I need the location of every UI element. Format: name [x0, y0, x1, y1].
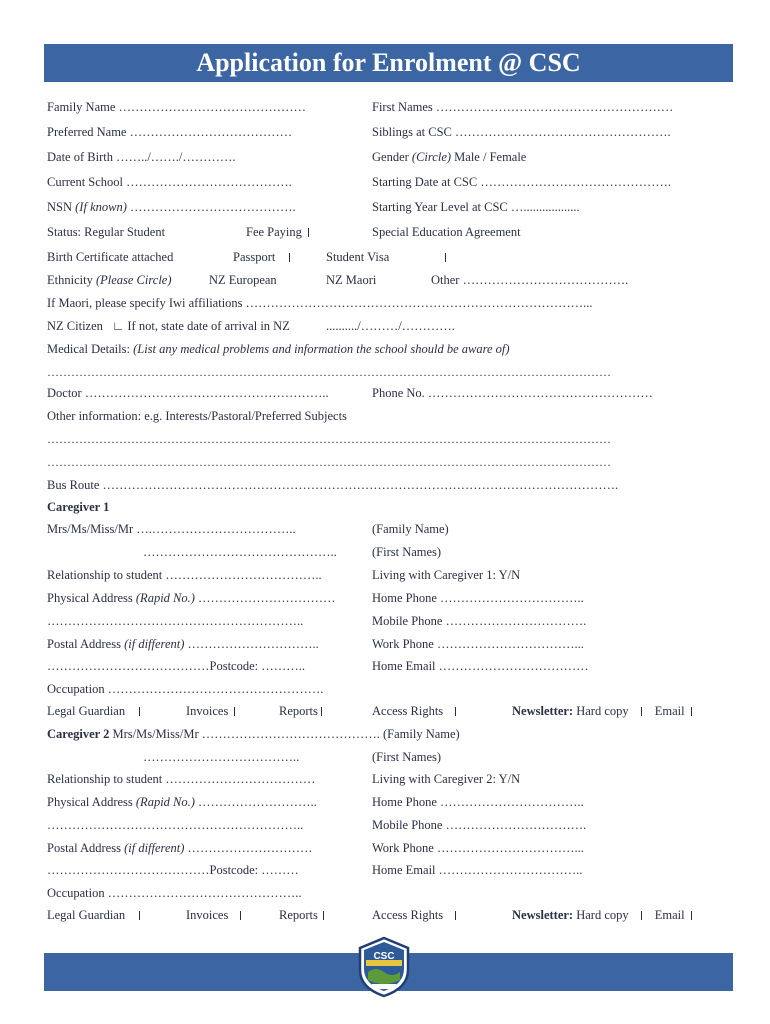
caregiver1-relationship-field[interactable]: Relationship to student ………………………………..	[47, 568, 322, 582]
caregiver1-occupation[interactable]: Occupation …………………………………………….	[47, 682, 324, 696]
family-name-field[interactable]: Family Name ………………………………………	[47, 100, 307, 114]
caregiver1-home-phone[interactable]: Home Phone ……………………………..	[372, 591, 584, 605]
caregiver1-title-field[interactable]: Mrs/Ms/Miss/Mr ….……………………………..	[47, 522, 296, 536]
caregiver2-occupation[interactable]: Occupation ………………………………………..	[47, 886, 302, 900]
nz-citizen-option[interactable]	[47, 318, 290, 334]
access-rights-checkbox[interactable]	[455, 707, 456, 716]
access-rights-label: Access Rights	[372, 704, 444, 718]
access-rights-label: Access Rights	[372, 908, 444, 922]
caregiver1-physical-address[interactable]	[47, 590, 336, 606]
physical-address-dots[interactable]: ……………………………	[198, 591, 336, 605]
caregiver2-relationship-field[interactable]: Relationship to student ………………………………	[47, 772, 316, 786]
ethnicity-text: Ethnicity	[47, 273, 93, 287]
gender-field[interactable]	[372, 149, 526, 165]
caregiver1-family-name-label: (Family Name)	[372, 522, 449, 536]
newsletter-hard-copy: Hard copy	[576, 908, 629, 922]
legal-guardian-label: Legal Guardian	[47, 704, 126, 718]
caregiver2-home-email[interactable]: Home Email ……………………………..	[372, 863, 583, 877]
postal-address-label: Postal Address	[47, 637, 121, 651]
current-school-field[interactable]: Current School ………………………………….	[47, 175, 292, 189]
physical-address-hint: (Rapid No.)	[135, 591, 195, 605]
other-information-label: Other information: e.g. Interests/Pastoral/Preferred Subjects	[47, 409, 347, 423]
physical-address-hint: (Rapid No.)	[135, 795, 195, 809]
physical-address-dots[interactable]: ………………………..	[198, 795, 317, 809]
bus-route-field[interactable]: Bus Route …………………………………………………………………………………………………………….	[47, 478, 619, 492]
caregiver2-living-with[interactable]: Living with Caregiver 2: Y/N	[372, 772, 521, 786]
caregiver2-heading: Caregiver 2	[47, 727, 110, 741]
status-regular-student: Status: Regular Student	[47, 225, 166, 239]
arrival-label: If not, state date of arrival in NZ	[127, 319, 290, 333]
caregiver1-postcode[interactable]: …………………………………Postcode: ………..	[47, 659, 305, 673]
fee-paying-label: Fee Paying	[246, 225, 302, 239]
caregiver1-address-line[interactable]: ……………………………………………………..	[47, 614, 304, 628]
invoices-label: Invoices	[186, 704, 229, 718]
caregiver1-mobile-phone[interactable]: Mobile Phone …………………………….	[372, 614, 587, 628]
medical-details-label	[47, 341, 510, 357]
caregiver1-heading: Caregiver 1	[47, 500, 110, 514]
nz-citizen-checkbox[interactable]: ∟	[112, 319, 125, 333]
nz-maori-option[interactable]: NZ Maori	[326, 273, 377, 287]
hard-copy-checkbox[interactable]	[641, 707, 642, 716]
nz-european-option[interactable]: NZ European	[209, 273, 277, 287]
doctor-field[interactable]: Doctor …………………………………………………..	[47, 386, 329, 400]
caregiver1-first-names-field[interactable]: ………………………………………..	[143, 545, 337, 559]
special-education-label: Special Education Agreement	[372, 225, 521, 239]
legal-guardian-checkbox[interactable]	[139, 911, 140, 920]
caregiver2-first-names-label: (First Names)	[372, 750, 442, 764]
caregiver1-postal-address[interactable]	[47, 636, 319, 652]
medical-hint: (List any medical problems and information the school should be aware of)	[133, 342, 510, 356]
passport-label: Passport	[233, 250, 276, 264]
iwi-field[interactable]: If Maori, please specify Iwi affiliations ………………………………………………………………………...	[47, 296, 593, 310]
caregiver1-access-rights[interactable]	[372, 703, 456, 719]
ethnicity-label	[47, 272, 172, 288]
reports-label: Reports	[279, 908, 318, 922]
caregiver1-invoices[interactable]	[186, 703, 235, 719]
newsletter-email: Email	[654, 908, 685, 922]
student-visa-label: Student Visa	[326, 250, 390, 264]
newsletter-label: Newsletter:	[512, 704, 574, 718]
reports-checkbox[interactable]	[323, 911, 324, 920]
arrival-date-field[interactable]: ........../………/………….	[326, 319, 455, 333]
page-title: Application for Enrolment @ CSC	[44, 44, 733, 82]
nsn-label: NSN	[47, 200, 73, 214]
access-rights-checkbox[interactable]	[455, 911, 456, 920]
caregiver2-home-phone[interactable]: Home Phone ……………………………..	[372, 795, 584, 809]
legal-guardian-checkbox[interactable]	[139, 707, 140, 716]
passport-option[interactable]	[233, 249, 290, 265]
reports-label: Reports	[279, 704, 318, 718]
caregiver2-title-line[interactable]: Mrs/Ms/Miss/Mr ……………………………………. (Family Name)	[112, 727, 460, 741]
physical-address-label: Physical Address	[47, 591, 133, 605]
fee-paying-checkbox[interactable]	[308, 228, 309, 237]
caregiver1-legal-guardian[interactable]	[47, 703, 140, 719]
caregiver2-postcode[interactable]: …………………………………Postcode: ………	[47, 863, 299, 877]
caregiver1-first-names-label: (First Names)	[372, 545, 442, 559]
passport-checkbox[interactable]	[289, 253, 290, 262]
email-checkbox[interactable]	[691, 911, 692, 920]
caregiver1-work-phone[interactable]: Work Phone ……………………………...	[372, 637, 584, 651]
birth-certificate-label: Birth Certificate attached	[47, 250, 174, 264]
caregiver2-work-phone[interactable]: Work Phone ……………………………...	[372, 841, 584, 855]
caregiver2-first-names-field[interactable]: ………………………………..	[143, 750, 300, 764]
nsn-field[interactable]	[47, 199, 296, 215]
medical-label-text: Medical Details:	[47, 342, 130, 356]
caregiver1-reports[interactable]	[279, 703, 322, 719]
starting-date-field[interactable]: Starting Date at CSC ……………………………………….	[372, 175, 671, 189]
nsn-hint: (If known)	[75, 200, 127, 214]
postal-address-dots[interactable]: …………………………	[187, 841, 313, 855]
starting-year-field[interactable]: Starting Year Level at CSC …..................	[372, 200, 580, 214]
ethnicity-hint: (Please Circle)	[95, 273, 172, 287]
newsletter-hard-copy: Hard copy	[576, 704, 629, 718]
nz-citizen-label: NZ Citizen	[47, 319, 103, 333]
physical-address-label: Physical Address	[47, 795, 133, 809]
gender-options[interactable]: Male / Female	[454, 150, 527, 164]
postal-address-hint: (if different)	[124, 637, 185, 651]
other-information-line-1[interactable]: ……………………………………………………………………………………………………………………………	[47, 432, 611, 446]
caregiver2-address-line[interactable]: ……………………………………………………..	[47, 818, 304, 832]
caregiver2-mobile-phone[interactable]: Mobile Phone …………………………….	[372, 818, 587, 832]
date-of-birth-field[interactable]: Date of Birth ……../……./………….	[47, 150, 236, 164]
gender-hint: (Circle)	[411, 150, 452, 164]
caregiver2-legal-guardian[interactable]	[47, 907, 140, 923]
caregiver2-access-rights[interactable]	[372, 907, 456, 923]
newsletter-label: Newsletter:	[512, 908, 574, 922]
caregiver1-home-email[interactable]: Home Email ………………………………	[372, 659, 589, 673]
reports-checkbox[interactable]	[321, 707, 322, 716]
medical-details-line[interactable]: ……………………………………………………………………………………………………………………………	[47, 365, 611, 379]
invoices-label: Invoices	[186, 908, 229, 922]
caregiver2-postal-address[interactable]	[47, 840, 313, 856]
school-logo	[356, 936, 412, 998]
invoices-checkbox[interactable]	[240, 911, 241, 920]
other-information-line-2[interactable]: ……………………………………………………………………………………………………………………………	[47, 455, 611, 469]
siblings-field[interactable]: Siblings at CSC …………………………………………….	[372, 125, 671, 139]
caregiver2-reports[interactable]	[279, 907, 324, 923]
legal-guardian-label: Legal Guardian	[47, 908, 126, 922]
postal-address-label: Postal Address	[47, 841, 121, 855]
nsn-dots[interactable]: ………………………………….	[130, 200, 296, 214]
caregiver2-invoices[interactable]	[186, 907, 241, 923]
gender-label: Gender	[372, 150, 409, 164]
caregiver1-living-with[interactable]: Living with Caregiver 1: Y/N	[372, 568, 521, 582]
email-checkbox[interactable]	[691, 707, 692, 716]
postal-address-hint: (if different)	[124, 841, 185, 855]
caregiver2-physical-address[interactable]	[47, 794, 317, 810]
invoices-checkbox[interactable]	[234, 707, 235, 716]
phone-no-field[interactable]: Phone No. ………………………………………………	[372, 386, 653, 400]
caregiver2-newsletter[interactable]	[512, 907, 692, 923]
logo-text: CSC	[373, 951, 395, 962]
student-visa-checkbox[interactable]	[445, 253, 446, 262]
caregiver2-title-field[interactable]	[47, 726, 460, 742]
postal-address-dots[interactable]: …………………………..	[187, 637, 319, 651]
newsletter-email: Email	[654, 704, 685, 718]
caregiver1-newsletter[interactable]	[512, 703, 692, 719]
preferred-name-field[interactable]: Preferred Name …………………………………	[47, 125, 293, 139]
first-names-field[interactable]: First Names …………………………………………………	[372, 100, 674, 114]
fee-paying-option[interactable]	[246, 224, 309, 240]
hard-copy-checkbox[interactable]	[641, 911, 642, 920]
other-ethnicity-field[interactable]: Other ………………………………….	[431, 273, 629, 287]
student-visa-option[interactable]	[326, 249, 446, 265]
